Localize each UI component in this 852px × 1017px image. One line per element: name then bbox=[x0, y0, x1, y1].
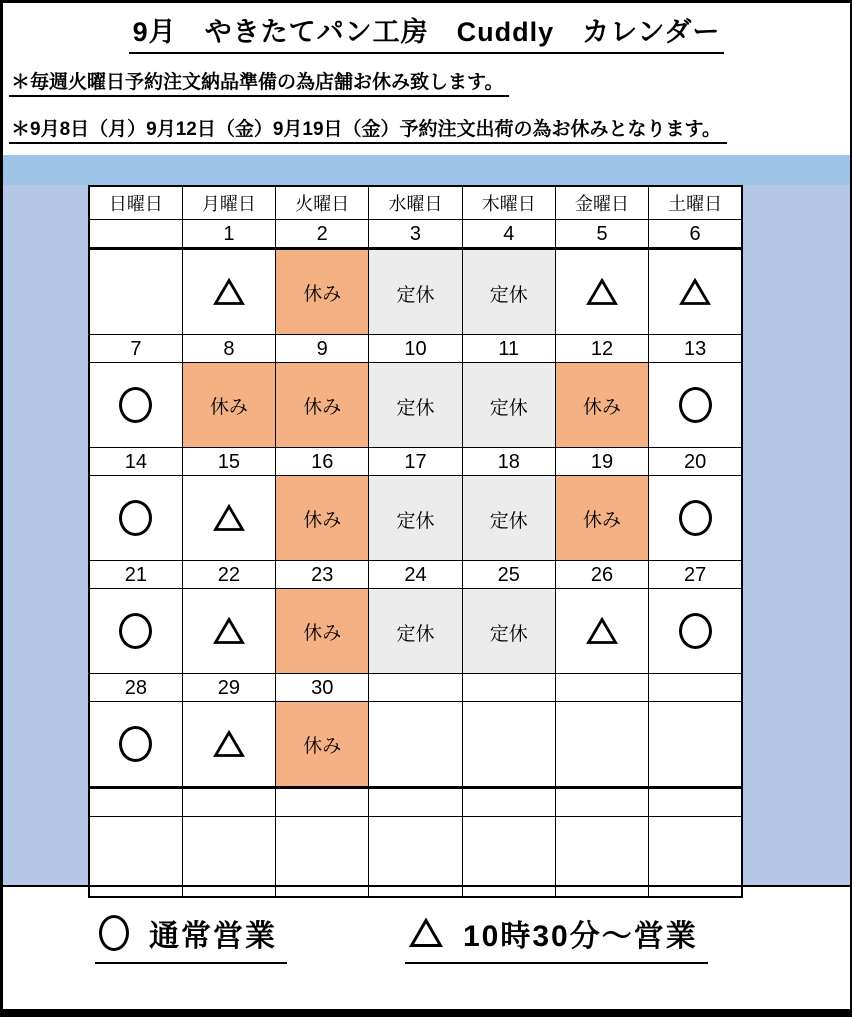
circle-icon bbox=[119, 500, 152, 536]
closed-day-cell bbox=[276, 476, 369, 561]
date-cell: 1 bbox=[182, 220, 275, 249]
right-blue-panel bbox=[742, 185, 850, 887]
date-cell bbox=[462, 674, 555, 702]
triangle-icon bbox=[213, 278, 245, 306]
regular-holiday-cell bbox=[369, 476, 462, 561]
date-cell: 14 bbox=[89, 448, 182, 476]
closed-label: 休み bbox=[583, 509, 622, 531]
closed-label: 休み bbox=[303, 283, 342, 305]
day-status-row bbox=[89, 589, 742, 674]
date-cell: 3 bbox=[369, 220, 462, 249]
empty-day-cell bbox=[369, 702, 462, 788]
triangle-icon bbox=[213, 617, 245, 645]
late-open-cell bbox=[555, 589, 648, 674]
page-title bbox=[3, 3, 850, 54]
regular-holiday-label: 定休 bbox=[396, 624, 435, 645]
day-status-row bbox=[89, 702, 742, 788]
date-cell: 6 bbox=[649, 220, 742, 249]
regular-holiday-label: 定休 bbox=[489, 398, 528, 419]
closed-day-cell bbox=[555, 363, 648, 448]
date-cell: 24 bbox=[369, 561, 462, 589]
closed-label: 休み bbox=[303, 509, 342, 531]
date-cell: 19 bbox=[555, 448, 648, 476]
date-cell: 9 bbox=[276, 335, 369, 363]
date-cell: 5 bbox=[555, 220, 648, 249]
empty-trailing-row bbox=[89, 788, 742, 817]
regular-holiday-label: 定休 bbox=[396, 285, 435, 306]
day-status-row bbox=[89, 363, 742, 448]
regular-holiday-cell bbox=[369, 363, 462, 448]
date-cell: 15 bbox=[182, 448, 275, 476]
closed-label: 休み bbox=[583, 396, 622, 418]
date-cell: 11 bbox=[462, 335, 555, 363]
regular-holiday-label: 定休 bbox=[396, 511, 435, 532]
triangle-icon bbox=[586, 617, 618, 645]
legend-item-late-open bbox=[405, 911, 708, 964]
date-cell: 28 bbox=[89, 674, 182, 702]
date-number-row bbox=[89, 561, 742, 589]
regular-holiday-cell bbox=[462, 476, 555, 561]
day-status-row bbox=[89, 476, 742, 561]
date-cell: 18 bbox=[462, 448, 555, 476]
regular-holiday-cell bbox=[462, 249, 555, 335]
date-cell: 17 bbox=[369, 448, 462, 476]
weekday-header-cell: 土曜日 bbox=[649, 186, 742, 220]
closed-day-cell bbox=[182, 363, 275, 448]
normal-hours-cell bbox=[649, 476, 742, 561]
circle-icon bbox=[679, 387, 712, 423]
circle-icon bbox=[679, 500, 712, 536]
date-cell: 13 bbox=[649, 335, 742, 363]
closed-label: 休み bbox=[303, 396, 342, 418]
regular-holiday-cell bbox=[369, 249, 462, 335]
regular-holiday-label: 定休 bbox=[489, 624, 528, 645]
regular-holiday-label: 定休 bbox=[489, 511, 528, 532]
regular-holiday-label: 定休 bbox=[489, 285, 528, 306]
empty-day-cell bbox=[462, 702, 555, 788]
circle-icon bbox=[119, 387, 152, 423]
legend bbox=[3, 911, 850, 964]
empty-cell bbox=[276, 788, 369, 817]
date-cell: 16 bbox=[276, 448, 369, 476]
normal-hours-cell bbox=[89, 476, 182, 561]
late-open-cell bbox=[182, 589, 275, 674]
regular-holiday-cell bbox=[462, 589, 555, 674]
note-weekly-closure: ＊毎週火曜日予約注文納品準備の為店舗お休み致します。 bbox=[9, 67, 844, 97]
date-cell: 2 bbox=[276, 220, 369, 249]
triangle-icon bbox=[213, 504, 245, 532]
date-cell: 8 bbox=[182, 335, 275, 363]
weekday-header-cell: 月曜日 bbox=[182, 186, 275, 220]
weekday-header-cell: 水曜日 bbox=[369, 186, 462, 220]
circle-icon bbox=[119, 726, 152, 762]
date-cell bbox=[555, 674, 648, 702]
circle-icon bbox=[679, 613, 712, 649]
weekday-header-cell: 日曜日 bbox=[89, 186, 182, 220]
date-cell bbox=[369, 674, 462, 702]
date-cell: 27 bbox=[649, 561, 742, 589]
regular-holiday-label: 定休 bbox=[396, 398, 435, 419]
circle-icon bbox=[99, 915, 129, 951]
top-blue-band bbox=[3, 155, 850, 185]
date-cell: 26 bbox=[555, 561, 648, 589]
late-open-cell bbox=[649, 249, 742, 335]
date-number-row bbox=[89, 335, 742, 363]
date-cell: 12 bbox=[555, 335, 648, 363]
date-cell: 4 bbox=[462, 220, 555, 249]
normal-hours-cell bbox=[649, 589, 742, 674]
empty-day-cell bbox=[89, 249, 182, 335]
legend-label-late-open: 10時30分～営業 bbox=[463, 920, 698, 953]
late-open-cell bbox=[182, 702, 275, 788]
triangle-icon bbox=[586, 278, 618, 306]
weekday-header-cell: 火曜日 bbox=[276, 186, 369, 220]
date-number-row bbox=[89, 674, 742, 702]
date-cell bbox=[649, 674, 742, 702]
calendar bbox=[88, 185, 743, 898]
date-cell: 21 bbox=[89, 561, 182, 589]
date-number-row bbox=[89, 220, 742, 249]
closed-day-cell bbox=[276, 249, 369, 335]
empty-cell bbox=[462, 788, 555, 817]
weekday-header-cell: 金曜日 bbox=[555, 186, 648, 220]
bottom-divider-rule bbox=[0, 885, 852, 887]
legend-label-normal-hours: 通常営業 bbox=[149, 920, 277, 953]
weekday-header-cell: 木曜日 bbox=[462, 186, 555, 220]
normal-hours-cell bbox=[89, 589, 182, 674]
date-cell: 25 bbox=[462, 561, 555, 589]
date-cell: 20 bbox=[649, 448, 742, 476]
date-cell: 7 bbox=[89, 335, 182, 363]
triangle-icon bbox=[213, 730, 245, 758]
closed-day-cell bbox=[276, 589, 369, 674]
date-cell: 22 bbox=[182, 561, 275, 589]
closed-day-cell bbox=[276, 702, 369, 788]
empty-cell bbox=[89, 788, 182, 817]
triangle-icon bbox=[409, 918, 443, 948]
regular-holiday-cell bbox=[462, 363, 555, 448]
calendar-table bbox=[88, 185, 743, 898]
date-cell: 30 bbox=[276, 674, 369, 702]
empty-day-cell bbox=[649, 702, 742, 788]
normal-hours-cell bbox=[649, 363, 742, 448]
left-blue-panel bbox=[3, 185, 88, 887]
closed-label: 休み bbox=[303, 622, 342, 644]
late-open-cell bbox=[182, 476, 275, 561]
empty-cell bbox=[649, 788, 742, 817]
closed-label: 休み bbox=[209, 396, 248, 418]
regular-holiday-cell bbox=[369, 589, 462, 674]
empty-day-cell bbox=[555, 702, 648, 788]
circle-icon bbox=[119, 613, 152, 649]
normal-hours-cell bbox=[89, 363, 182, 448]
empty-cell bbox=[182, 788, 275, 817]
closed-day-cell bbox=[555, 476, 648, 561]
empty-cell bbox=[555, 788, 648, 817]
date-cell bbox=[89, 220, 182, 249]
date-cell: 23 bbox=[276, 561, 369, 589]
normal-hours-cell bbox=[89, 702, 182, 788]
date-cell: 29 bbox=[182, 674, 275, 702]
late-open-cell bbox=[182, 249, 275, 335]
day-status-row bbox=[89, 249, 742, 335]
date-cell: 10 bbox=[369, 335, 462, 363]
weekday-header-row bbox=[89, 186, 742, 220]
legend-item-normal-hours bbox=[95, 911, 287, 964]
empty-cell bbox=[369, 788, 462, 817]
late-open-cell bbox=[555, 249, 648, 335]
closed-label: 休み bbox=[303, 735, 342, 757]
triangle-icon bbox=[679, 278, 711, 306]
note-shipping-closure: ＊9月8日（月）9月12日（金）9月19日（金）予約注文出荷の為お休みとなります。 bbox=[9, 114, 844, 144]
page-title-text: 9月 やきたてパン工房 Cuddly カレンダー bbox=[129, 10, 725, 54]
closed-day-cell bbox=[276, 363, 369, 448]
date-number-row bbox=[89, 448, 742, 476]
